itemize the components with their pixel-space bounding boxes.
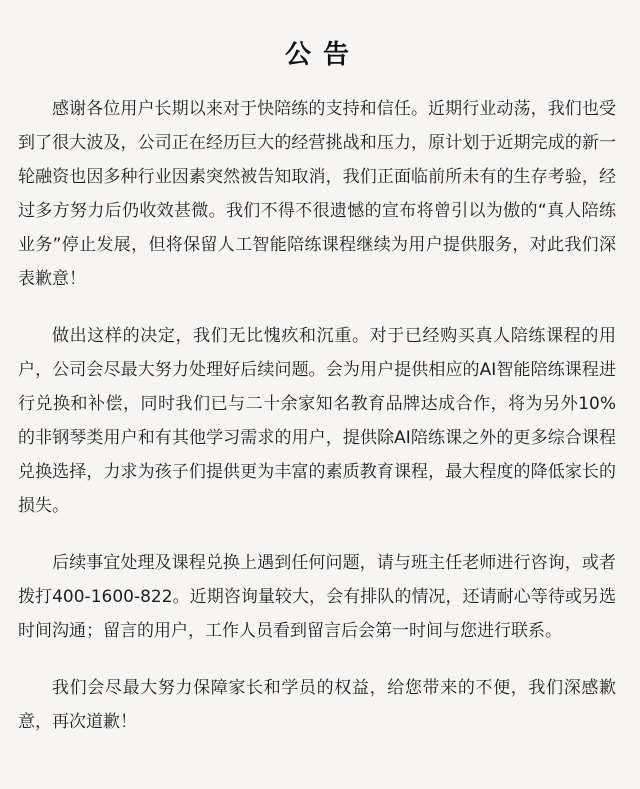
notice-paragraph-4: 我们会尽最大努力保障家长和学员的权益，给您带来的不便，我们深感歉意，再次道歉！ <box>18 678 616 732</box>
notice-paragraph-1: 感谢各位用户长期以来对于快陪练的支持和信任。近期行业动荡，我们也受到了很大波及，公司正在经历巨大的经营挑战和压力，原计划于近期完成的新一轮融资也因多种行业因素突然被告知取消，我们正面临前所未有的生存考验，经过多方努力后仍收效甚微。我们不得不很遗憾的宣布将曾引以为傲的“真人陪练业务”停止发展，但将保留人工智能陪练课程继续为用户提供服务，对此我们深表歉意！ <box>18 99 616 289</box>
notice-title: 公告 <box>284 40 361 70</box>
notice-paragraph-2: 做出这样的决定，我们无比愧疚和沉重。对于已经购买真人陪练课程的用户，公司会尽最大努力处理好后续问题。会为用户提供相应的AI智能陪练课程进行兑换和补偿，同时我们已与二十余家知名教育品牌达成合作，将为另外10%的非钢琴类用户和有其他学习需求的用户，提供除AI陪练课之外的更多综合课程兑换选择，力求为孩子们提供更为丰富的素质教育课程，最大程度的降低家长的损失。 <box>18 326 616 516</box>
notice-paragraph-3: 后续事宜处理及课程兑换上遇到任何问题，请与班主任老师进行咨询，或者拨打400-1600-822。近期咨询量较大，会有排队的情况，还请耐心等待或另选时间沟通；留言的用户，工作人员看到留言后会第一时间与您进行联系。 <box>18 553 616 641</box>
